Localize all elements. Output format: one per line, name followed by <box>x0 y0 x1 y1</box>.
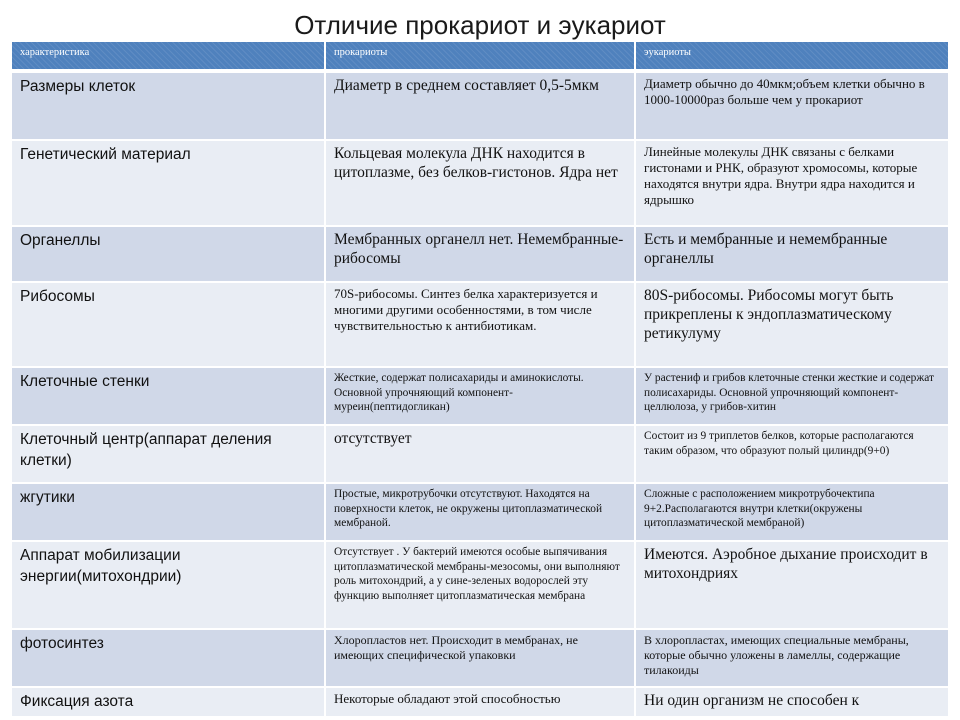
table-row <box>12 367 949 425</box>
row-prokaryotes: 70S-рибосомы. Синтез белка характеризуется и многими другими особенностями, в том числе чувствительностью к антибиотикам. <box>325 282 635 367</box>
row-eukaryotes: Сложные с расположением микротрубочектипа 9+2.Располагаются внутри клетки(окружены цитоплазматической мембраной) <box>635 483 949 541</box>
row-prokaryotes: Диаметр в среднем составляет 0,5-5мкм <box>325 71 635 140</box>
row-feature: Генетический материал <box>12 140 325 226</box>
page-title: Отличие прокариот и эукариот <box>294 10 666 40</box>
row-eukaryotes: У растениф и грибов клеточные стенки жесткие и содержат полисахариды. Основной упрочняющий компонент-целлюлоза, у грибов-хитин <box>635 367 949 425</box>
row-prokaryotes: Кольцевая молекула ДНК находится в цитоплазме, без белков-гистонов. Ядра нет <box>325 140 635 226</box>
header-prokaryotes: прокариоты <box>325 42 635 71</box>
row-eukaryotes: 80S-рибосомы. Рибосомы могут быть прикреплены к эндоплазматическому ретикулуму <box>635 282 949 367</box>
row-feature: жгутики <box>12 483 325 541</box>
row-prokaryotes: отсутствует <box>325 425 635 483</box>
row-prokaryotes: Некоторые обладают этой способностью <box>325 687 635 717</box>
header-eukaryotes: эукариоты <box>635 42 949 71</box>
table-row <box>12 629 949 687</box>
comparison-table <box>12 42 950 718</box>
table-row <box>12 687 949 717</box>
row-feature: Аппарат мобилизации энергии(митохондрии) <box>12 541 325 629</box>
row-feature: фотосинтез <box>12 629 325 687</box>
table-row <box>12 483 949 541</box>
row-feature: Размеры клеток <box>12 71 325 140</box>
row-prokaryotes: Хлоропластов нет. Происходит в мембранах, не имеющих специфической упаковки <box>325 629 635 687</box>
table-row <box>12 282 949 367</box>
table-row <box>12 425 949 483</box>
row-prokaryotes: Отсутствует . У бактерий имеются особые выпячивания цитоплазматической мембраны-мезосомы, они выполняют роль митохондрий, а у сине-зеленых водорослей эту функцию выполняет цитоплазматическая мембрана <box>325 541 635 629</box>
row-prokaryotes: Жесткие, содержат полисахариды и аминокислоты. Основной упрочняющий компонент-муреин(пептидогликан) <box>325 367 635 425</box>
row-eukaryotes: Ни один организм не способен к <box>635 687 949 717</box>
row-eukaryotes: Диаметр обычно до 40мкм;объем клетки обычно в 1000-10000раз больше чем у прокариот <box>635 71 949 140</box>
header-feature: характеристика <box>12 42 325 71</box>
row-feature: Фиксация азота <box>12 687 325 717</box>
table-row <box>12 71 949 140</box>
table-header-row <box>12 42 949 71</box>
table-row <box>12 226 949 282</box>
row-eukaryotes: Состоит из 9 триплетов белков, которые располагаются таким образом, что образуют полый цилиндр(9+0) <box>635 425 949 483</box>
table-row <box>12 541 949 629</box>
row-eukaryotes: Линейные молекулы ДНК связаны с белками гистонами и РНК, образуют хромосомы, которые находятся внутри ядра. Внутри ядра находится и ядрышко <box>635 140 949 226</box>
row-prokaryotes: Простые, микротрубочки отсутствуют. Находятся на поверхности клеток, не окружены цитоплазматической мембраной. <box>325 483 635 541</box>
row-feature: Клеточные стенки <box>12 367 325 425</box>
row-prokaryotes: Мембранных органелл нет. Немембранные-рибосомы <box>325 226 635 282</box>
table-row <box>12 140 949 226</box>
row-feature: Рибосомы <box>12 282 325 367</box>
row-feature: Органеллы <box>12 226 325 282</box>
row-eukaryotes: Имеются. Аэробное дыхание происходит в митохондриях <box>635 541 949 629</box>
row-feature: Клеточный центр(аппарат деления клетки) <box>12 425 325 483</box>
row-eukaryotes: Есть и мембранные и немембранные органеллы <box>635 226 949 282</box>
row-eukaryotes: В хлоропластах, имеющих специальные мембраны, которые обычно уложены в ламеллы, содержащие тилакоиды <box>635 629 949 687</box>
